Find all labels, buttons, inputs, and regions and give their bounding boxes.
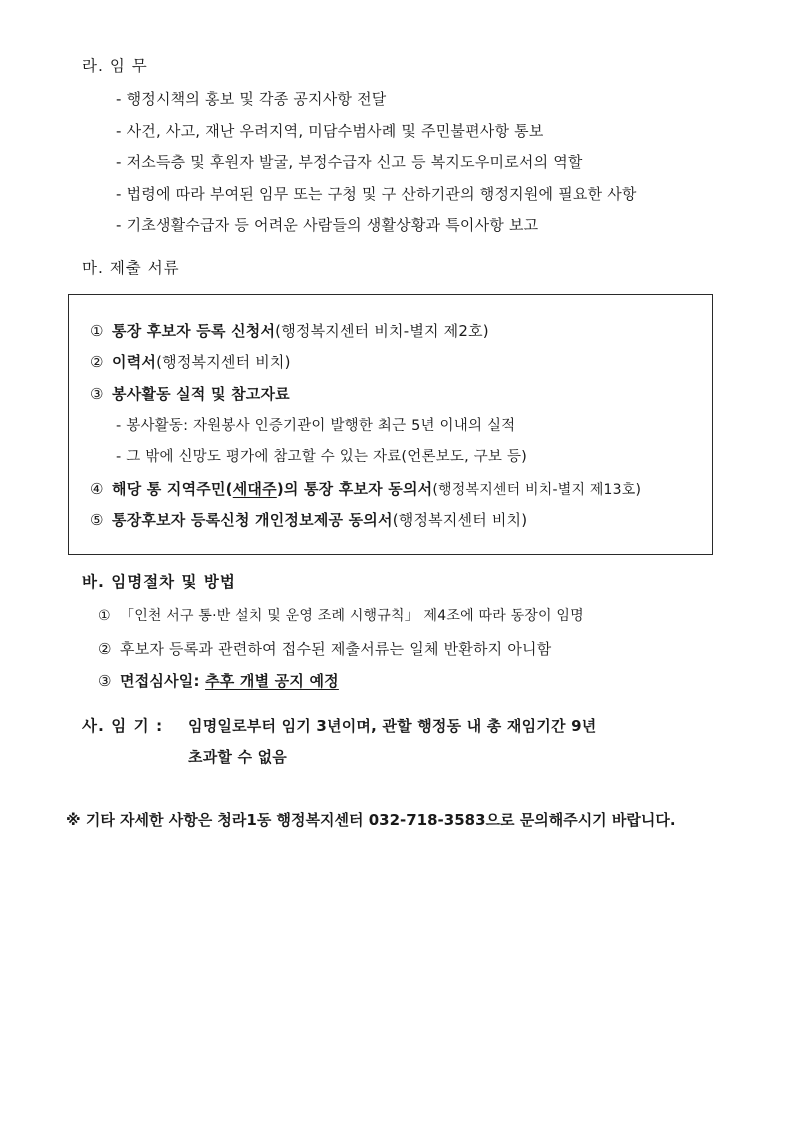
section-documents-heading: 마. 제출 서류 xyxy=(82,259,180,277)
procedure-item-1 xyxy=(98,606,584,626)
procedure-text: 후보자 등록과 관련하여 접수된 제출서류는 일체 반환하지 아니함 xyxy=(120,640,552,658)
document-title: 봉사활동 실적 및 참고자료 xyxy=(112,385,290,403)
item-number: ② xyxy=(90,353,104,371)
document-sub-item: - 봉사활동: 자원봉사 인증기관이 발행한 최근 5년 이내의 실적 xyxy=(116,418,516,434)
procedure-item-3 xyxy=(98,671,339,691)
contact-note xyxy=(66,810,676,830)
term-text-line1: 임명일로부터 임기 3년이며, 관할 행정동 내 총 재임기간 9년 xyxy=(188,717,597,735)
document-title-pre: 해당 통 지역주민( xyxy=(112,480,233,498)
item-number: ③ xyxy=(98,672,112,690)
reference-mark-icon: ※ xyxy=(66,811,81,829)
procedure-item-2 xyxy=(98,639,551,659)
document-title: 이력서 xyxy=(112,353,157,371)
term-text-line2: 초과할 수 없음 xyxy=(188,748,287,766)
document-item-1 xyxy=(90,321,489,341)
duty-item: - 행정시책의 홍보 및 각종 공지사항 전달 xyxy=(116,90,387,108)
item-number: ② xyxy=(98,640,112,658)
document-item-3 xyxy=(90,384,290,404)
duty-item: - 기초생활수급자 등 어려운 사람들의 생활상황과 특이사항 보고 xyxy=(116,216,539,234)
procedure-text: 「인천 서구 통·반 설치 및 운영 조례 시행규칙」 제4조에 따라 동장이 임명 xyxy=(120,608,584,624)
item-number: ④ xyxy=(90,480,104,498)
section-duties-heading: 라. 임 무 xyxy=(82,57,148,75)
document-title: 통장후보자 등록신청 개인정보제공 동의서 xyxy=(112,511,393,529)
document-title: 통장 후보자 등록 신청서 xyxy=(112,322,276,340)
item-number: ③ xyxy=(90,385,104,403)
document-note: (행정복지센터 비치) xyxy=(156,353,291,371)
duty-item: - 사건, 사고, 재난 우려지역, 미담수범사례 및 주민불편사항 통보 xyxy=(116,122,544,140)
contact-note-text: 기타 자세한 사항은 청라1동 행정복지센터 032-718-3583으로 문의해주시기 바랍니다. xyxy=(85,811,676,829)
document-note: (행정복지센터 비치-별지 제2호) xyxy=(275,322,489,340)
document-title-underlined: 세대주 xyxy=(232,480,277,498)
duty-item: - 저소득층 및 후원자 발굴, 부정수급자 신고 등 복지도우미로서의 역할 xyxy=(116,153,583,171)
interview-date-value: 추후 개별 공지 예정 xyxy=(205,672,339,690)
document-note: (행정복지센터 비치-별지 제13호) xyxy=(432,482,642,498)
section-procedure-heading: 바. 임명절차 및 방법 xyxy=(82,573,236,591)
document-item-4 xyxy=(90,479,641,500)
duty-item: - 법령에 따라 부여된 임무 또는 구청 및 구 산하기관의 행정지원에 필요한 사항 xyxy=(116,185,637,203)
document-item-5 xyxy=(90,510,527,530)
item-number: ① xyxy=(98,608,111,624)
item-number: ① xyxy=(90,322,104,340)
document-sub-item: - 그 밖에 신망도 평가에 참고할 수 있는 자료(언론보도, 구보 등) xyxy=(116,449,528,465)
interview-date-label: 면접심사일: xyxy=(120,672,206,690)
document-item-2 xyxy=(90,352,291,372)
item-number: ⑤ xyxy=(90,511,104,529)
section-term-heading: 사. 임 기 : xyxy=(82,717,164,735)
document-note: (행정복지센터 비치) xyxy=(392,511,528,529)
document-title-post: )의 통장 후보자 동의서 xyxy=(276,480,433,498)
